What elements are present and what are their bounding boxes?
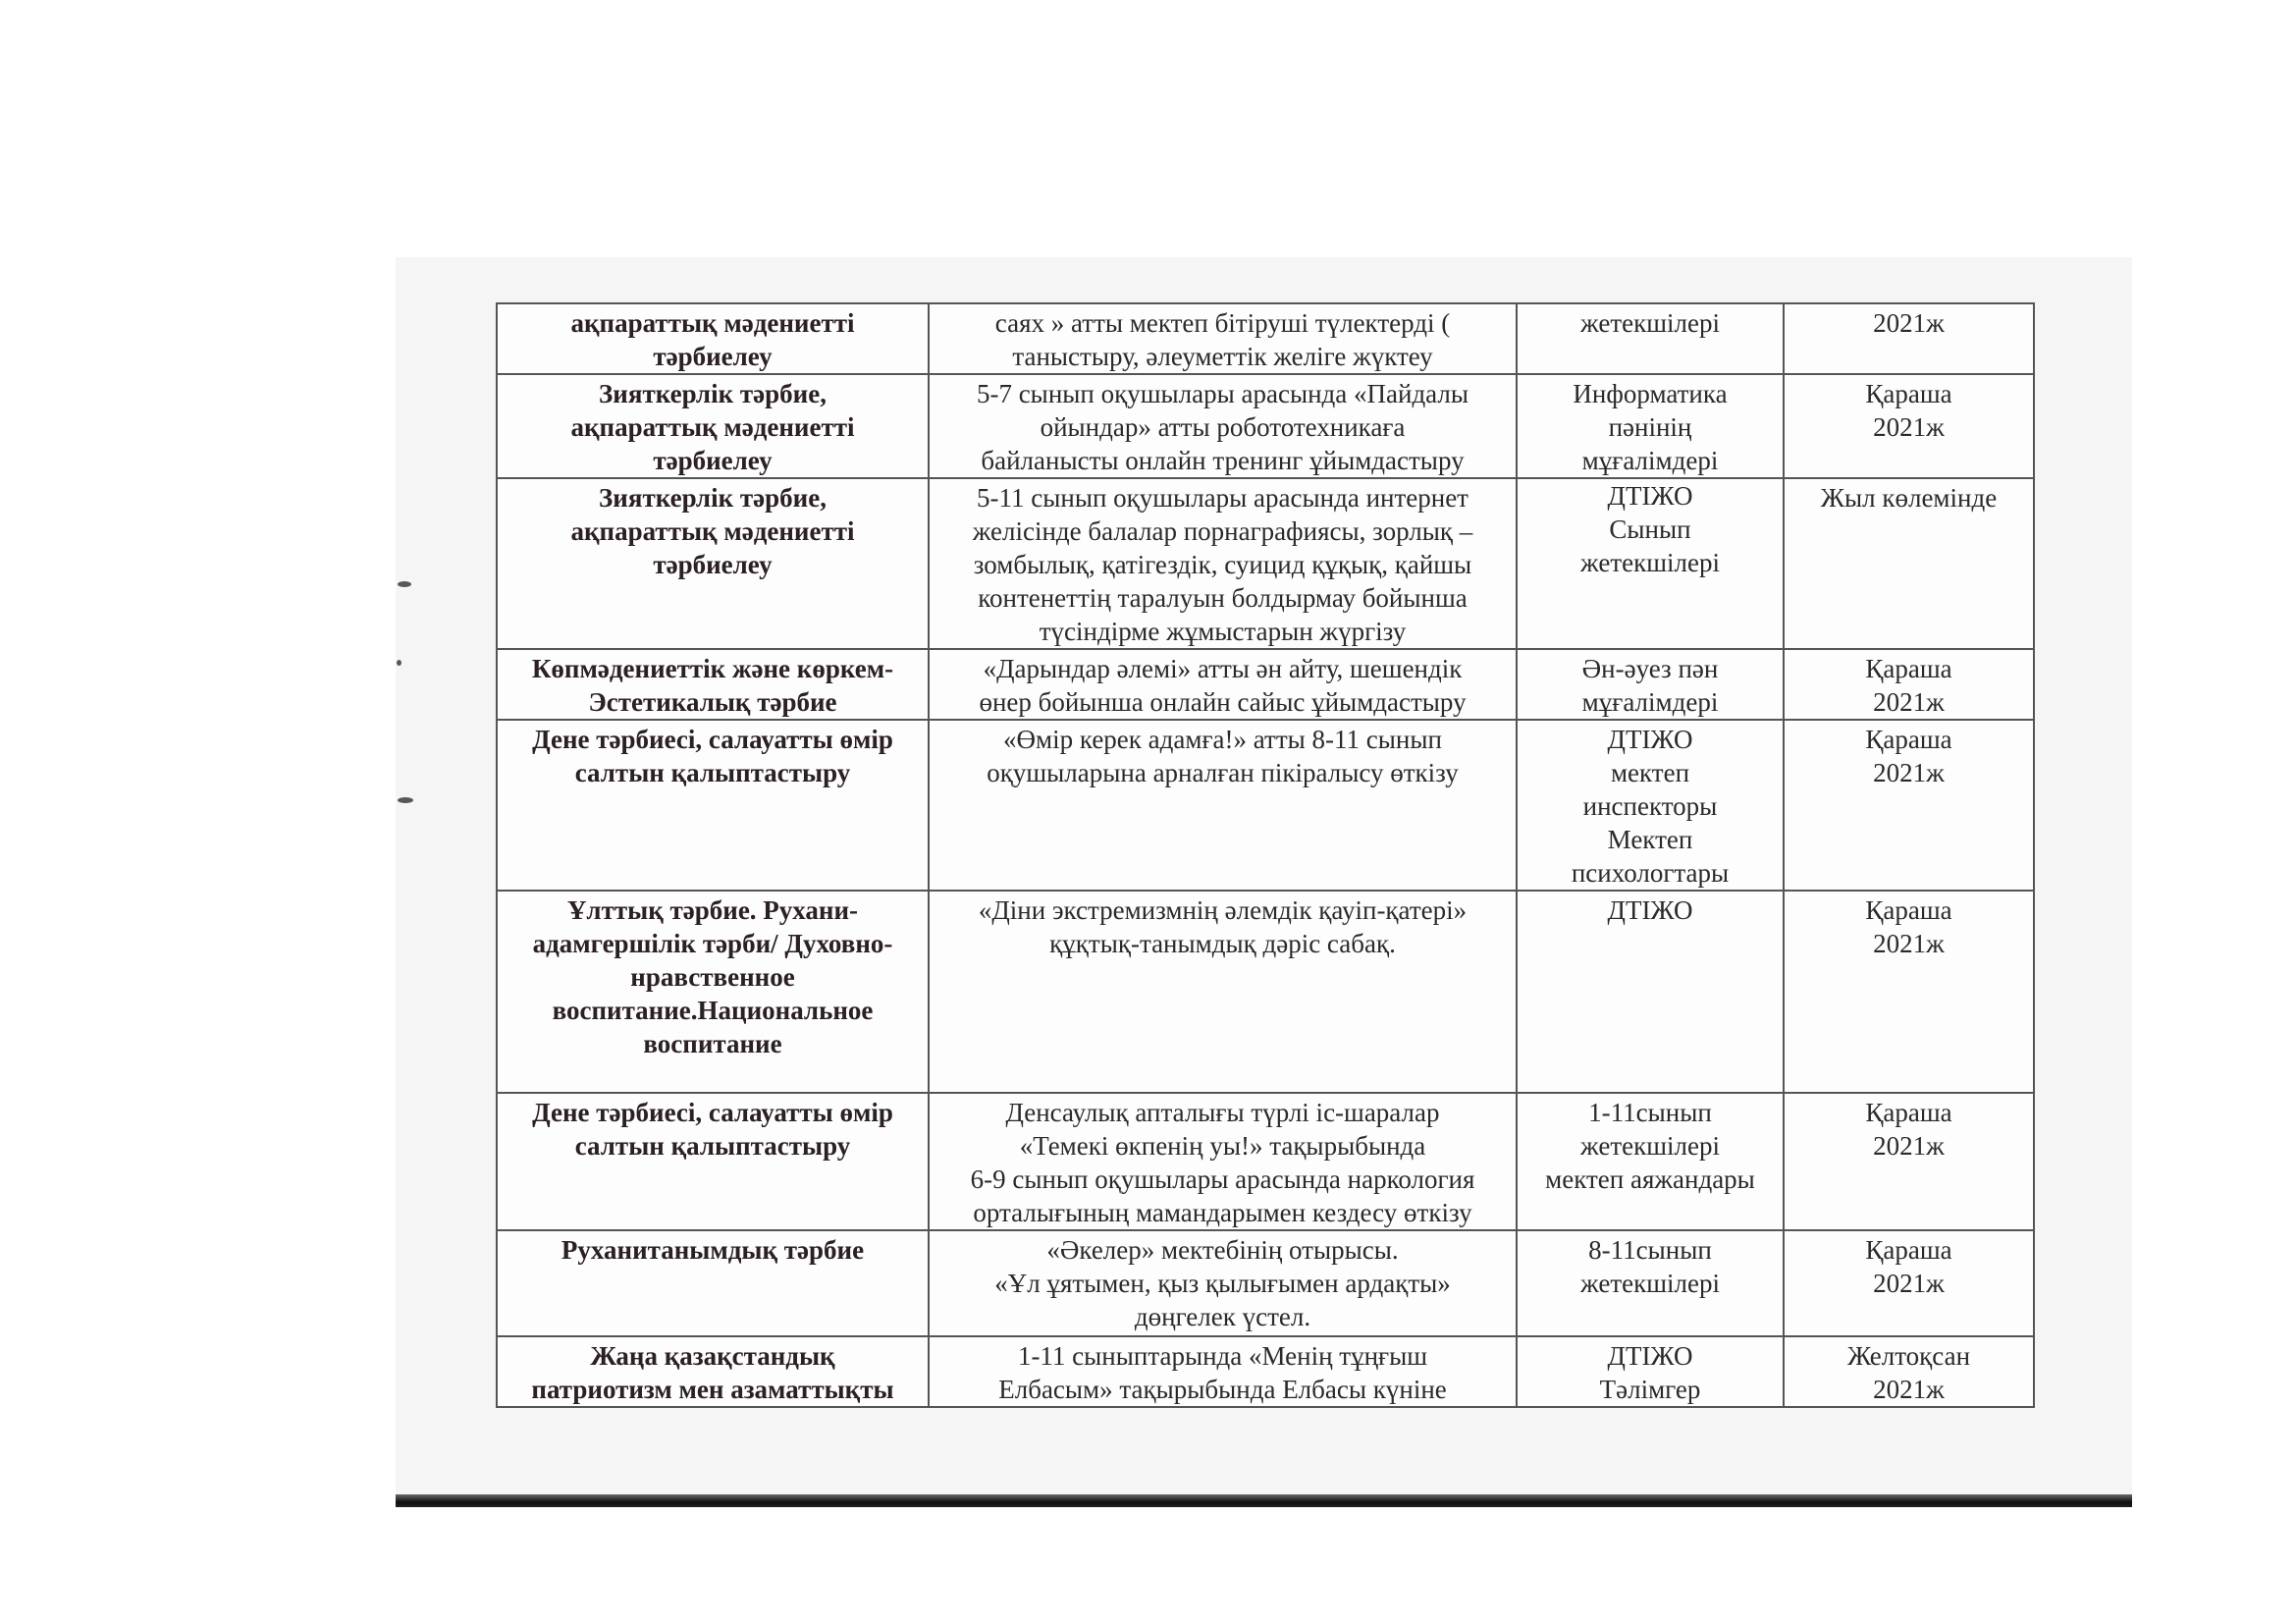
cell-line: өнер бойынша онлайн сайыс ұйымдастыру bbox=[979, 687, 1467, 717]
cell-line: Жаңа қазақстандық bbox=[590, 1341, 835, 1371]
responsible-cell bbox=[1517, 1336, 1784, 1407]
cell-line: психологтары bbox=[1571, 858, 1730, 888]
cell-line: саях » атты мектеп бітіруші түлектерді ( bbox=[994, 308, 1451, 338]
cell-line: Қараша bbox=[1865, 379, 1952, 408]
cell-line: ақпараттық мәдениетті bbox=[570, 308, 855, 338]
table-row bbox=[497, 649, 2034, 720]
cell-line: «Ұл ұятымен, қыз қылығымен ардақты» bbox=[994, 1269, 1451, 1298]
cell-line: мектеп аяжандары bbox=[1545, 1164, 1755, 1194]
cell-line: «Діни экстремизмнің әлемдік қауіп-қатері» bbox=[978, 895, 1468, 925]
deadline-cell bbox=[1784, 303, 2034, 374]
cell-line: Қараша bbox=[1865, 725, 1952, 754]
cell-line: Қараша bbox=[1865, 895, 1952, 925]
cell-line: 2021ж bbox=[1873, 412, 1945, 442]
responsible-cell bbox=[1517, 649, 1784, 720]
cell-line: Қараша bbox=[1865, 1235, 1952, 1265]
cell-line: салтын қалыптастыру bbox=[574, 1131, 851, 1161]
table-row bbox=[497, 374, 2034, 478]
cell-line: Сынып bbox=[1609, 514, 1691, 544]
cell-line: желісінде балалар порнаграфиясы, зорлық – bbox=[972, 516, 1473, 546]
cell-line: зомбылық, қатігездік, суицид құқық, қайшы bbox=[973, 550, 1472, 579]
deadline-cell bbox=[1784, 1230, 2034, 1336]
direction-cell bbox=[497, 478, 929, 649]
deadline-cell bbox=[1784, 374, 2034, 478]
cell-line: 1-11сынып bbox=[1588, 1098, 1712, 1127]
cell-line: Дене тәрбиесі, салауатты өмір bbox=[532, 1098, 893, 1127]
activity-cell bbox=[929, 1230, 1517, 1336]
cell-line: воспитание.Национальное bbox=[552, 996, 874, 1025]
activity-cell bbox=[929, 891, 1517, 1093]
cell-line: 2021ж bbox=[1873, 1131, 1945, 1161]
cell-line: жетекшілері bbox=[1580, 1131, 1720, 1161]
cell-line: салтын қалыптастыру bbox=[574, 758, 851, 787]
deadline-cell bbox=[1784, 478, 2034, 649]
cell-line: таныстыру, әлеуметтік желіге жүктеу bbox=[1012, 342, 1433, 371]
cell-line: 1-11 сыныптарында «Менің тұңғыш bbox=[1017, 1341, 1428, 1371]
cell-line: 5-11 сынып оқушылары арасында интернет bbox=[977, 483, 1468, 513]
responsible-cell bbox=[1517, 720, 1784, 891]
deadline-cell bbox=[1784, 1336, 2034, 1407]
cell-line: Елбасым» тақырыбында Елбасы күніне bbox=[998, 1375, 1447, 1404]
direction-cell bbox=[497, 374, 929, 478]
cell-line: Информатика bbox=[1573, 379, 1728, 408]
cell-line: байланысты онлайн тренинг ұйымдастыру bbox=[981, 446, 1465, 475]
cell-line: жетекшілері bbox=[1580, 1269, 1720, 1298]
responsible-cell bbox=[1517, 1093, 1784, 1230]
direction-cell bbox=[497, 1230, 929, 1336]
cell-line: орталығының мамандарымен кездесу өткізу bbox=[973, 1198, 1472, 1227]
cell-line: дөңгелек үстел. bbox=[1134, 1302, 1311, 1331]
cell-line: патриотизм мен азаматтықты bbox=[531, 1375, 894, 1404]
cell-line: 2021ж bbox=[1873, 1375, 1945, 1404]
responsible-cell bbox=[1517, 1230, 1784, 1336]
cell-line: жетекшілері bbox=[1580, 548, 1720, 577]
direction-cell bbox=[497, 303, 929, 374]
cell-line: «Дарындар әлемі» атты ән айту, шешендік bbox=[983, 654, 1463, 683]
cell-line: ДТІЖО bbox=[1607, 725, 1693, 754]
direction-cell bbox=[497, 891, 929, 1093]
activity-cell bbox=[929, 1093, 1517, 1230]
cell-line: ДТІЖО bbox=[1607, 895, 1693, 925]
table-row bbox=[497, 1230, 2034, 1336]
cell-line: Зияткерлік тәрбие, bbox=[599, 379, 827, 408]
deadline-cell bbox=[1784, 891, 2034, 1093]
cell-line: 8-11сынып bbox=[1588, 1235, 1712, 1265]
cell-line: ақпараттық мәдениетті bbox=[570, 412, 855, 442]
cell-line: 5-7 сынып оқушылары арасында «Пайдалы bbox=[976, 379, 1469, 408]
cell-line: «Әкелер» мектебінің отырысы. bbox=[1046, 1235, 1399, 1265]
cell-line: 2021ж bbox=[1873, 758, 1945, 787]
cell-line: Желтоқсан bbox=[1846, 1341, 1971, 1371]
direction-cell bbox=[497, 720, 929, 891]
cell-line: Руханитанымдық тәрбие bbox=[561, 1235, 865, 1265]
cell-line: 2021ж bbox=[1873, 1269, 1945, 1298]
activity-cell bbox=[929, 649, 1517, 720]
cell-line: ДТІЖО bbox=[1607, 1341, 1693, 1371]
cell-line: Көпмәдениеттік және көркем- bbox=[531, 654, 894, 683]
deadline-cell bbox=[1784, 649, 2034, 720]
cell-line: Дене тәрбиесі, салауатты өмір bbox=[532, 725, 893, 754]
responsible-cell bbox=[1517, 891, 1784, 1093]
responsible-cell bbox=[1517, 478, 1784, 649]
cell-line: Денсаулық апталығы түрлі іс-шаралар bbox=[1005, 1098, 1440, 1127]
cell-line: 2021ж bbox=[1873, 308, 1945, 338]
cell-line: Эстетикалық тәрбие bbox=[588, 687, 837, 717]
responsible-cell bbox=[1517, 303, 1784, 374]
activity-cell bbox=[929, 374, 1517, 478]
cell-line: Жыл көлемінде bbox=[1820, 483, 1998, 513]
cell-line: Қараша bbox=[1865, 1098, 1952, 1127]
cell-line: нравственное bbox=[630, 962, 795, 992]
activity-cell bbox=[929, 720, 1517, 891]
cell-line: Қараша bbox=[1865, 654, 1952, 683]
cell-line: 2021ж bbox=[1873, 929, 1945, 958]
cell-line: «Өмір керек адамға!» атты 8-11 сынып bbox=[1003, 725, 1442, 754]
cell-line: оқушыларына арналған пікіралысу өткізу bbox=[987, 758, 1459, 787]
cell-line: мектеп bbox=[1610, 758, 1690, 787]
responsible-cell bbox=[1517, 374, 1784, 478]
cell-line: инспекторы bbox=[1582, 791, 1718, 821]
direction-cell bbox=[497, 1336, 929, 1407]
cell-line: тәрбиелеу bbox=[653, 550, 773, 579]
deadline-cell bbox=[1784, 1093, 2034, 1230]
cell-line: мұғалімдері bbox=[1581, 687, 1719, 717]
cell-line: Тәлімгер bbox=[1599, 1375, 1701, 1404]
activity-cell bbox=[929, 1336, 1517, 1407]
cell-line: 2021ж bbox=[1873, 687, 1945, 717]
cell-line: тәрбиелеу bbox=[653, 342, 773, 371]
activity-cell bbox=[929, 478, 1517, 649]
table-row bbox=[497, 303, 2034, 374]
cell-line: түсіндірме жұмыстарын жүргізу bbox=[1039, 617, 1407, 646]
table-row bbox=[497, 1336, 2034, 1407]
cell-line: Ән-әуез пән bbox=[1581, 654, 1719, 683]
scan-bottom-edge bbox=[396, 1494, 2132, 1507]
table-row bbox=[497, 478, 2034, 649]
deadline-cell bbox=[1784, 720, 2034, 891]
table-row bbox=[497, 891, 2034, 1093]
table-row bbox=[497, 1093, 2034, 1230]
cell-line: Зияткерлік тәрбие, bbox=[599, 483, 827, 513]
cell-line: құқтық-танымдық дәріс сабақ. bbox=[1049, 929, 1396, 958]
cell-line: тәрбиелеу bbox=[653, 446, 773, 475]
cell-line: Мектеп bbox=[1607, 825, 1693, 854]
cell-line: контенеттің таралуын болдырмау бойынша bbox=[978, 583, 1468, 613]
cell-line: 6-9 сынып оқушылары арасында наркология bbox=[970, 1164, 1475, 1194]
direction-cell bbox=[497, 1093, 929, 1230]
cell-line: жетекшілері bbox=[1580, 308, 1720, 338]
direction-cell bbox=[497, 649, 929, 720]
cell-line: ДТІЖО bbox=[1607, 481, 1693, 511]
education-plan-table bbox=[496, 302, 2035, 1408]
table-row bbox=[497, 720, 2034, 891]
activity-cell bbox=[929, 303, 1517, 374]
cell-line: ақпараттық мәдениетті bbox=[570, 516, 855, 546]
cell-line: «Темекі өкпенің уы!» тақырыбында bbox=[1019, 1131, 1426, 1161]
cell-line: мұғалімдері bbox=[1581, 446, 1719, 475]
cell-line: пәнінің bbox=[1608, 412, 1692, 442]
cell-line: воспитание bbox=[643, 1029, 782, 1058]
cell-line: ойындар» атты робототехникаға bbox=[1040, 412, 1406, 442]
cell-line: адамгершілік тәрби/ Духовно- bbox=[532, 929, 893, 958]
cell-line: Ұлттық тәрбие. Рухани- bbox=[566, 895, 859, 925]
